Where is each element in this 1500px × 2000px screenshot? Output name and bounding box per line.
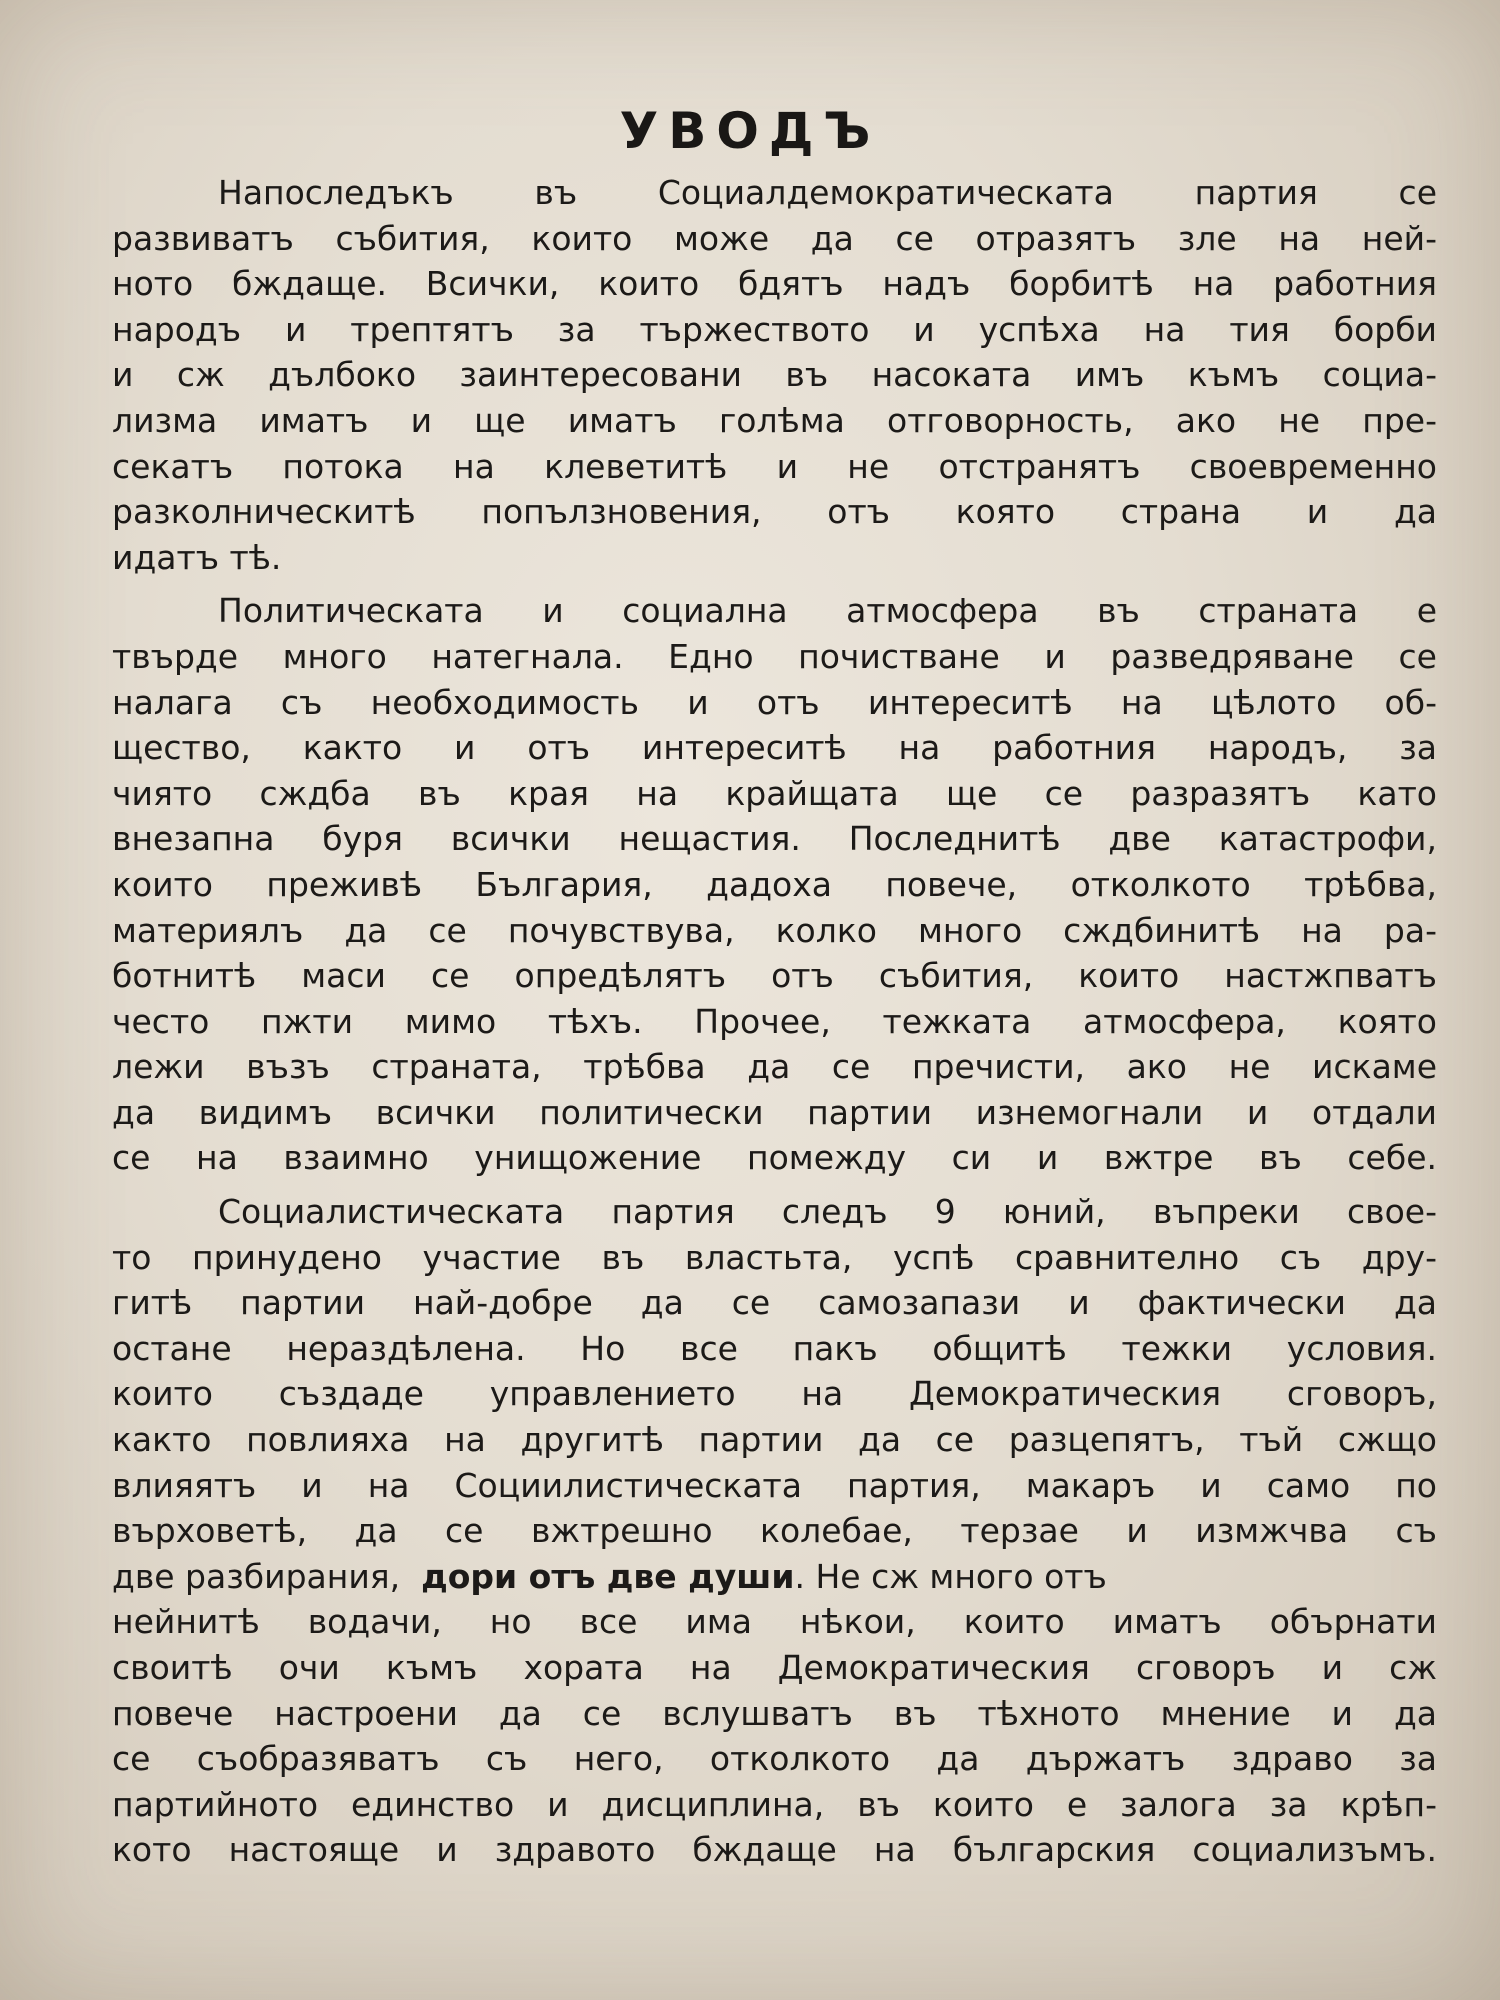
- text-line: идатъ тѣ.: [112, 537, 282, 577]
- text-line: и сж дълбоко заинтересовани въ насоката имъ къмъ социа-: [112, 355, 1437, 395]
- line-end: . Не сж много отъ: [794, 1556, 1107, 1596]
- line-start: две разбирания,: [112, 1556, 401, 1596]
- text-line: щество, както и отъ интереситѣ на работния народъ, за: [112, 728, 1437, 768]
- text-line: народъ и трептятъ за тържеството и успѣха на тия борби: [112, 309, 1437, 349]
- text-line: твърде много натегнала. Едно почистване и разведряване се: [112, 636, 1437, 676]
- text-line: секатъ потока на клеветитѣ и не отстранятъ своевременно: [112, 446, 1437, 486]
- text-line: своитѣ очи къмъ хората на Демократическия сговоръ и сж: [112, 1648, 1437, 1687]
- document-body: [112, 170, 1437, 1881]
- text-line: партийното единство и дисциплина, въ които е залога за крѣп-: [112, 1784, 1437, 1824]
- text-line: лизма иматъ и ще иматъ голѣма отговорность, ако не пре-: [112, 400, 1437, 440]
- text-line: материялъ да се почувствува, колко много сждбинитѣ на ра-: [112, 910, 1437, 950]
- text-line: ботнитѣ маси се опредѣлятъ отъ събития, които настжпватъ: [112, 956, 1437, 996]
- text-line: остане нераздѣлена. Но все пакъ общитѣ тежки условия.: [112, 1328, 1437, 1368]
- text-line: внезапна буря всички нещастия. Последнитѣ две катастрофи,: [112, 819, 1437, 859]
- text-line-with-emphasis: [112, 1554, 1437, 1600]
- text-line: да видимъ всички политически партии изнемогнали и отдали: [112, 1092, 1437, 1132]
- text-line: нейнитѣ водачи, но все има нѣкои, които иматъ обърнати: [112, 1602, 1437, 1642]
- text-line: които преживѣ България, дадоха повече, отколкото трѣбва,: [112, 864, 1437, 904]
- text-line: развиватъ събития, които може да се отразятъ зле на ней-: [112, 218, 1437, 258]
- paragraph-1: [112, 170, 1437, 580]
- text-line: ното бждаще. Всички, които бдятъ надъ борбитѣ на работния: [112, 264, 1437, 304]
- text-line: Политическата и социална атмосфера въ страната е: [218, 591, 1437, 631]
- text-line: разколническитѣ попълзновения, отъ която страна и да: [112, 492, 1437, 532]
- text-line: чиято сждба въ края на крайщата ще се разразятъ като: [112, 773, 1437, 813]
- text-line: които създаде управлението на Демократическия сговоръ,: [112, 1374, 1437, 1414]
- paragraph-3: [112, 1189, 1437, 1873]
- text-line: лежи възъ страната, трѣбва да се пречисти, ако не искаме: [112, 1047, 1437, 1087]
- text-line: Социалистическата партия следъ 9 юний, въпреки свое-: [218, 1192, 1437, 1232]
- text-line: кото настояще и здравото бждаще на българския социализъмъ.: [112, 1830, 1437, 1870]
- text-line: то принудено участие въ властьта, успѣ сравнително съ дру-: [112, 1237, 1437, 1277]
- text-line: повече настроени да се вслушватъ въ тѣхното мнение и да: [112, 1693, 1437, 1733]
- text-line: гитѣ партии най-добре да се самозапази и фактически да: [112, 1283, 1437, 1323]
- emphasis-text: дори отъ две души: [421, 1556, 795, 1596]
- text-line: често пжти мимо тѣхъ. Прочее, тежката атмосфера, която: [112, 1001, 1437, 1041]
- text-line: се съобразяватъ съ него, отколкото да държатъ здраво за: [112, 1739, 1437, 1779]
- text-line: Напоследъкъ въ Социалдемократическата партия се: [218, 173, 1437, 212]
- text-line: върховетѣ, да се вжтрешно колебае, терзае и измжчва съ: [112, 1511, 1437, 1551]
- text-line: влияятъ и на Социилистическата партия, макаръ и само по: [112, 1465, 1437, 1505]
- text-line: както повлияха на другитѣ партии да се разцепятъ, тъй сжщо: [112, 1420, 1437, 1460]
- text-line: налага съ необходимость и отъ интереситѣ на цѣлото об-: [112, 682, 1437, 722]
- text-line: се на взаимно унищожение помежду си и вжтре въ себе.: [112, 1138, 1437, 1178]
- paragraph-2: [112, 588, 1437, 1181]
- page-title: УВОДЪ: [619, 101, 881, 160]
